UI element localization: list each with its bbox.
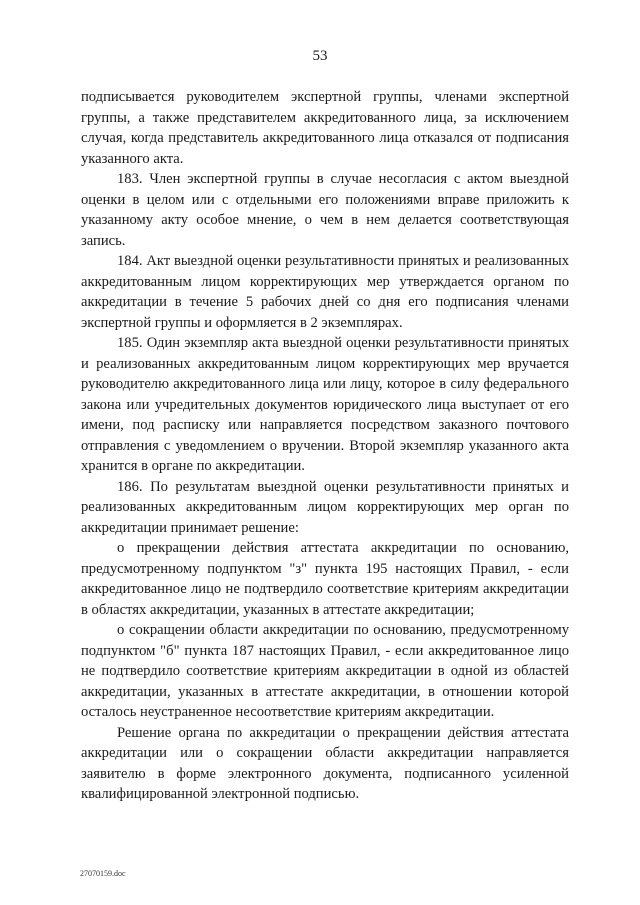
paragraph-186: 186. По результатам выездной оценки результативности принятых и реализованных аккредитованным лицом корректирующих мер орган по аккредитации принимает решение:	[81, 478, 569, 536]
paragraph-186-item-1: о прекращении действия аттестата аккредитации по основанию, предусмотренному подпунктом "з" пункта 195 настоящих Правил, - если аккредитованное лицо не подтвердило соответствие критериям аккредитации в областях аккредитации, указанных в аттестате аккредитации;	[81, 540, 569, 618]
page-number: 53	[312, 48, 328, 64]
paragraph-186-item-2: о сокращении области аккредитации по основанию, предусмотренному подпунктом "б" пункта 187 настоящих Правил, - если аккредитованное лицо не подтвердило соответствие критериям аккредитации в одной из областей аккредитации, указанных в аттестате аккредитации, в отношении которой осталось неустраненное несоответствие критериям аккредитации.	[81, 622, 569, 720]
paragraph-continued: подписывается руководителем экспертной группы, членами экспертной группы, а также представителем аккредитованного лица, за исключением случая, когда представитель аккредитованного лица отказался от подписания указанного акта.	[81, 89, 569, 167]
paragraph-185: 185. Один экземпляр акта выездной оценки результативности принятых и реализованных аккредитованным лицом корректирующих мер вручается руководителю аккредитованного лица или лицу, которое в силу федерального закона или учредительных документов юридического лица выступает от его имени, под расписку или направляется посредством заказного почтового отправления с уведомлением о вручении. Второй экземпляр указанного акта хранится в органе по аккредитации.	[81, 335, 569, 474]
paragraph-decision-notice: Решение органа по аккредитации о прекращении действия аттестата аккредитации или о сокращении области аккредитации направляется заявителю в форме электронного документа, подписанного усиленной квалифицированной электронной подписью.	[81, 724, 569, 802]
paragraph-184: 184. Акт выездной оценки результативности принятых и реализованных аккредитованным лицом корректирующих мер утверждается органом по аккредитации в течение 5 рабочих дней со дня его подписания членами экспертной группы и оформляется в 2 экземплярах.	[81, 253, 569, 331]
document-body	[81, 87, 569, 805]
paragraph-183: 183. Член экспертной группы в случае несогласия с актом выездной оценки в целом или с отдельными его положениями вправе приложить к указанному акту особое мнение, о чем в нем делается соответствующая запись.	[81, 171, 569, 249]
footer-filename: 27070159.doc	[80, 869, 126, 878]
